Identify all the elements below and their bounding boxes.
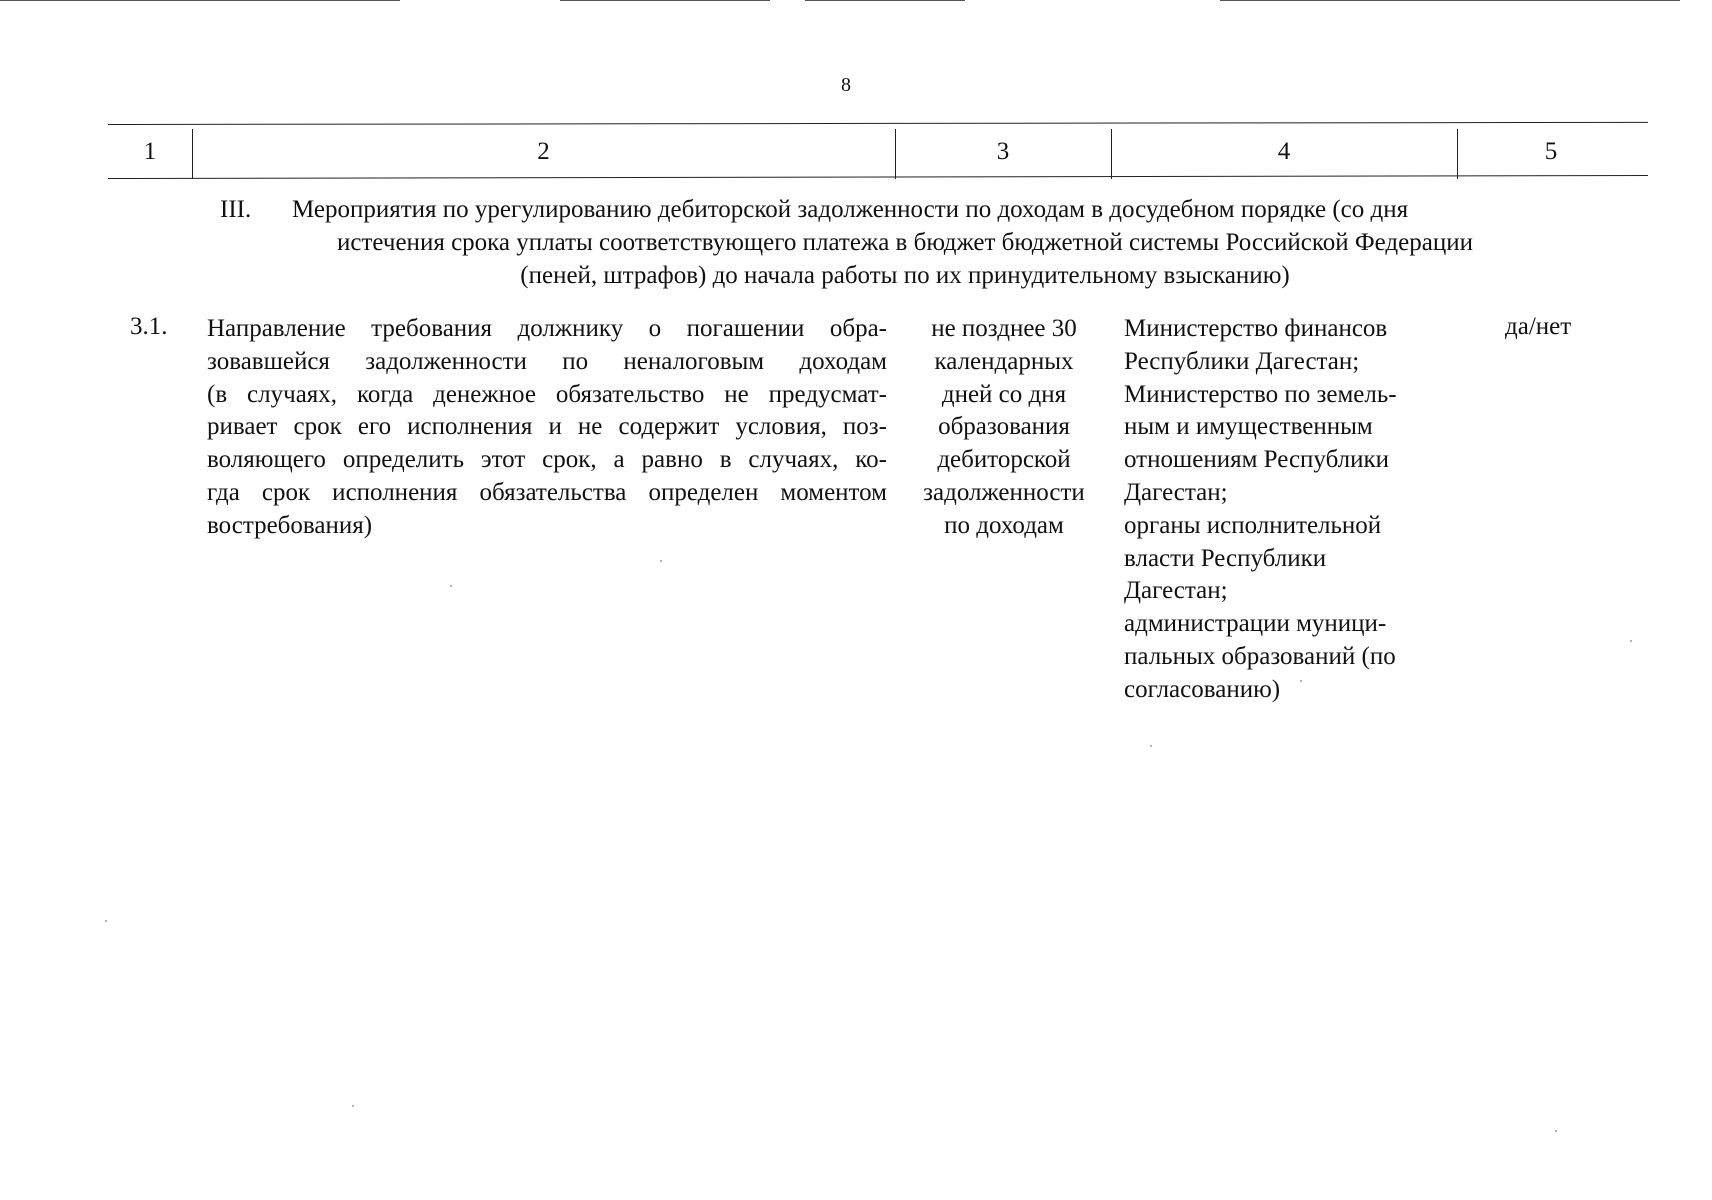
header-bottom-rule bbox=[108, 175, 1648, 179]
deadline-line: по доходам bbox=[944, 511, 1064, 539]
row-number: 3.1. bbox=[130, 313, 168, 340]
responsible-line: согласованию) bbox=[1124, 675, 1281, 703]
scan-speck bbox=[352, 1105, 354, 1107]
header-top-rule bbox=[108, 122, 1648, 125]
header-col-3: 3 bbox=[996, 138, 1010, 165]
row-description bbox=[207, 313, 887, 543]
header-col-5: 5 bbox=[1544, 138, 1558, 165]
section-heading-line: Мероприятия по урегулированию дебиторской задолженности по доходам в досудебном порядке (со дня bbox=[292, 196, 1409, 223]
scan-speck bbox=[1555, 1130, 1557, 1132]
deadline-line: дней со дня bbox=[941, 380, 1067, 408]
deadline-line: дебиторской bbox=[937, 446, 1071, 474]
responsible-line: Министерство по земель- bbox=[1124, 380, 1397, 408]
description-line: востребования) bbox=[207, 511, 373, 539]
description-line: (в случаях, когда денежное обязательство не предусмат- bbox=[207, 380, 887, 408]
responsible-line: администрации муници- bbox=[1124, 610, 1387, 638]
scan-speck bbox=[1300, 680, 1302, 682]
scan-edge-line bbox=[1220, 0, 1680, 1]
responsible-line: Дагестан; bbox=[1124, 478, 1228, 506]
section-heading-line: (пеней, штрафов) до начала работы по их принудительному взысканию) bbox=[520, 262, 1290, 289]
responsible-line: власти Республики bbox=[1124, 544, 1327, 572]
scan-speck bbox=[105, 920, 107, 922]
responsible-line: пальных образований (по bbox=[1124, 642, 1396, 670]
description-line: ривает срок его исполнения и не содержит условия, поз- bbox=[207, 413, 887, 441]
page-number: 8 bbox=[841, 74, 851, 96]
scan-edge-line bbox=[0, 0, 400, 1]
section-roman-number: III. bbox=[220, 196, 252, 223]
description-line: зовавшейся задолженности по неналоговым доходам bbox=[207, 347, 887, 375]
scan-speck bbox=[1150, 745, 1152, 747]
header-col-2: 2 bbox=[537, 138, 550, 165]
section-heading bbox=[220, 193, 1590, 292]
header-col-1: 1 bbox=[143, 138, 157, 165]
responsible-line: Республики Дагестан; bbox=[1124, 347, 1360, 375]
header-col-4: 4 bbox=[1277, 138, 1291, 165]
scan-speck bbox=[450, 585, 452, 587]
responsible-line: Министерство финансов bbox=[1124, 315, 1388, 342]
responsible-line: органы исполнительной bbox=[1124, 511, 1382, 539]
responsible-line: Дагестан; bbox=[1124, 577, 1228, 605]
scan-speck bbox=[1630, 640, 1632, 642]
deadline-line: образования bbox=[938, 413, 1070, 441]
scan-speck bbox=[660, 560, 662, 562]
deadline-line: не позднее 30 bbox=[931, 315, 1077, 342]
description-line: воляющего определить этот срок, а равно в случаях, ко- bbox=[207, 446, 887, 474]
row-deadline bbox=[904, 313, 1104, 543]
scan-edge-line bbox=[560, 0, 770, 1]
description-line: Направление требования должнику о погашении обра- bbox=[207, 315, 887, 342]
row-result: да/нет bbox=[1505, 313, 1572, 340]
row-responsible bbox=[1124, 313, 1464, 707]
responsible-line: отношениям Республики bbox=[1124, 446, 1390, 474]
scan-edge-line bbox=[805, 0, 965, 1]
deadline-line: задолженности bbox=[923, 478, 1085, 506]
section-heading-line: истечения срока уплаты соответствующего платежа в бюджет бюджетной системы Российской Федерации bbox=[337, 229, 1473, 256]
deadline-line: календарных bbox=[934, 347, 1074, 375]
description-line: гда срок исполнения обязательства определен моментом bbox=[207, 478, 887, 506]
responsible-line: ным и имущественным bbox=[1124, 413, 1373, 441]
